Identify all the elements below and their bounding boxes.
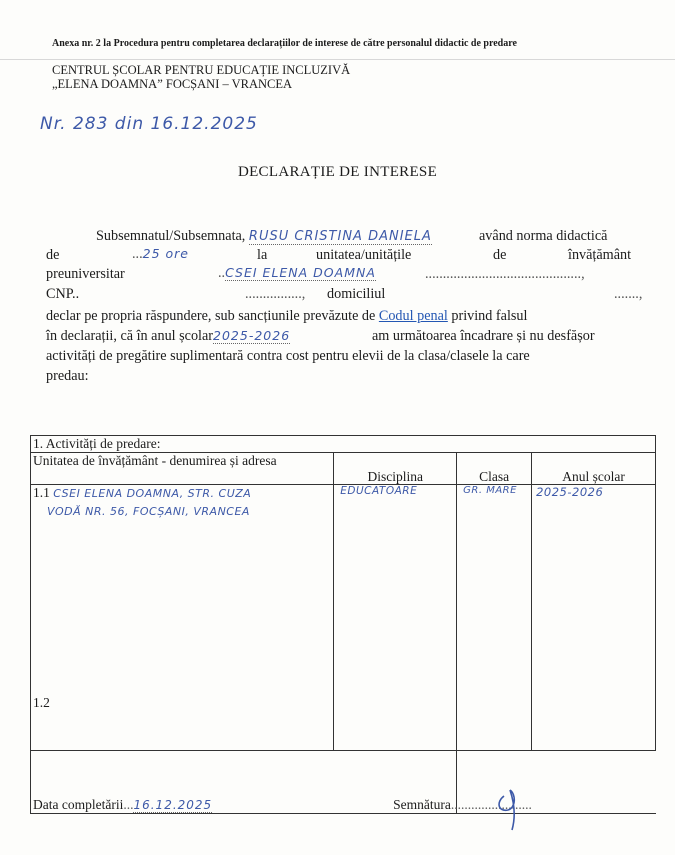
col-header-year: Anul școlar <box>532 453 656 485</box>
unit-name-value: CSEI ELENA DOAMNA <box>225 265 376 280</box>
col-header-class: Clasa <box>457 453 532 485</box>
word-de-2: de <box>493 247 507 263</box>
cnp-dots: ................, <box>245 286 306 302</box>
teaching-activities-table <box>30 435 656 814</box>
norm-value: 25 ore <box>142 246 189 261</box>
cnp-label: CNP.. <box>46 286 80 302</box>
document-title: DECLARAȚIE DE INTERESE <box>237 164 438 180</box>
unit-address-line-1: CSEI ELENA DOAMNA, STR. CUZA <box>53 487 252 500</box>
unit-field: ..CSEI ELENA DOAMNA <box>218 265 376 281</box>
date-value: 16.12.2025 <box>133 798 213 812</box>
row-1-1 <box>33 485 331 501</box>
word-la: la <box>257 247 268 263</box>
col-header-discipline: Disciplina <box>334 453 457 485</box>
signature-mark <box>490 782 550 834</box>
declarant-name: RUSU CRISTINA DANIELA <box>248 229 432 244</box>
body-line-1: Subsemnatul/Subsemnata, RUSU CRISTINA DANIELA <box>96 228 432 244</box>
body-line-6b: am următoarea încadrare și nu desfășor <box>372 328 595 344</box>
codul-penal-link[interactable]: Codul penal <box>378 308 448 324</box>
school-name <box>52 63 350 91</box>
class-value: GR. MARE <box>463 485 517 496</box>
body-line-8: predau: <box>46 368 89 384</box>
class-cell <box>457 485 532 751</box>
table-row <box>31 485 656 751</box>
school-line-1: CENTRUL ȘCOLAR PENTRU EDUCAȚIE INCLUZIVĂ <box>52 63 351 77</box>
word-de: de <box>46 247 60 263</box>
row-number: 1.1 <box>33 485 50 500</box>
header-rule <box>0 59 675 60</box>
table-section-title: 1. Activități de predare: <box>31 436 656 453</box>
domicile-label: domiciliul <box>327 286 386 302</box>
unit-address-line-2: VODĂ NR. 56, FOCȘANI, VRANCEA <box>47 505 250 518</box>
year-cell <box>532 485 656 751</box>
date-label: Data completării <box>33 797 124 812</box>
body-line-7: activități de pregătire suplimentară contra cost pentru elevii de la clasa/clasele la care <box>46 348 530 364</box>
col-header-unit: Unitatea de învățământ - denumirea și adresa <box>31 453 334 485</box>
word-invatamant: învățământ <box>568 247 632 263</box>
signature-label: Semnătura <box>393 797 451 812</box>
registration-number: Nr. 283 din 16.12.2025 <box>40 114 258 134</box>
row-1-2: 1.2 <box>33 695 50 710</box>
school-year-value: 2025-2026 <box>213 328 291 343</box>
unit-cell <box>31 485 334 751</box>
signature-cell: Semnătura........................ <box>393 751 592 814</box>
word-preuniversitar: preuniversitar <box>46 266 125 282</box>
body-norm-text: având norma didactică <box>479 228 608 244</box>
unit-dots: ............................................, <box>425 266 585 282</box>
year-value: 2025-2026 <box>536 485 604 499</box>
norm-field: ...25 ore <box>132 246 189 262</box>
domicile-dots: ......., <box>614 286 643 302</box>
annex-header: Anexa nr. 2 la Procedura pentru completarea declarațiilor de interese de către personalul didactic de predare <box>52 38 517 49</box>
discipline-cell <box>334 485 457 751</box>
school-line-2: „ELENA DOAMNA” FOCȘANI – VRANCEA <box>52 77 293 91</box>
date-cell: Data completării...16.12.2025 <box>31 751 457 814</box>
word-unitatea: unitatea/unitățile <box>316 247 412 263</box>
body-line-5: declar pe propria răspundere, sub sancțiunile prevăzute de Codul penal privind falsul <box>46 308 528 324</box>
discipline-value: EDUCATOARE <box>340 485 418 497</box>
body-line-6: în declarații, că în anul școlar2025-2026 <box>46 328 291 344</box>
